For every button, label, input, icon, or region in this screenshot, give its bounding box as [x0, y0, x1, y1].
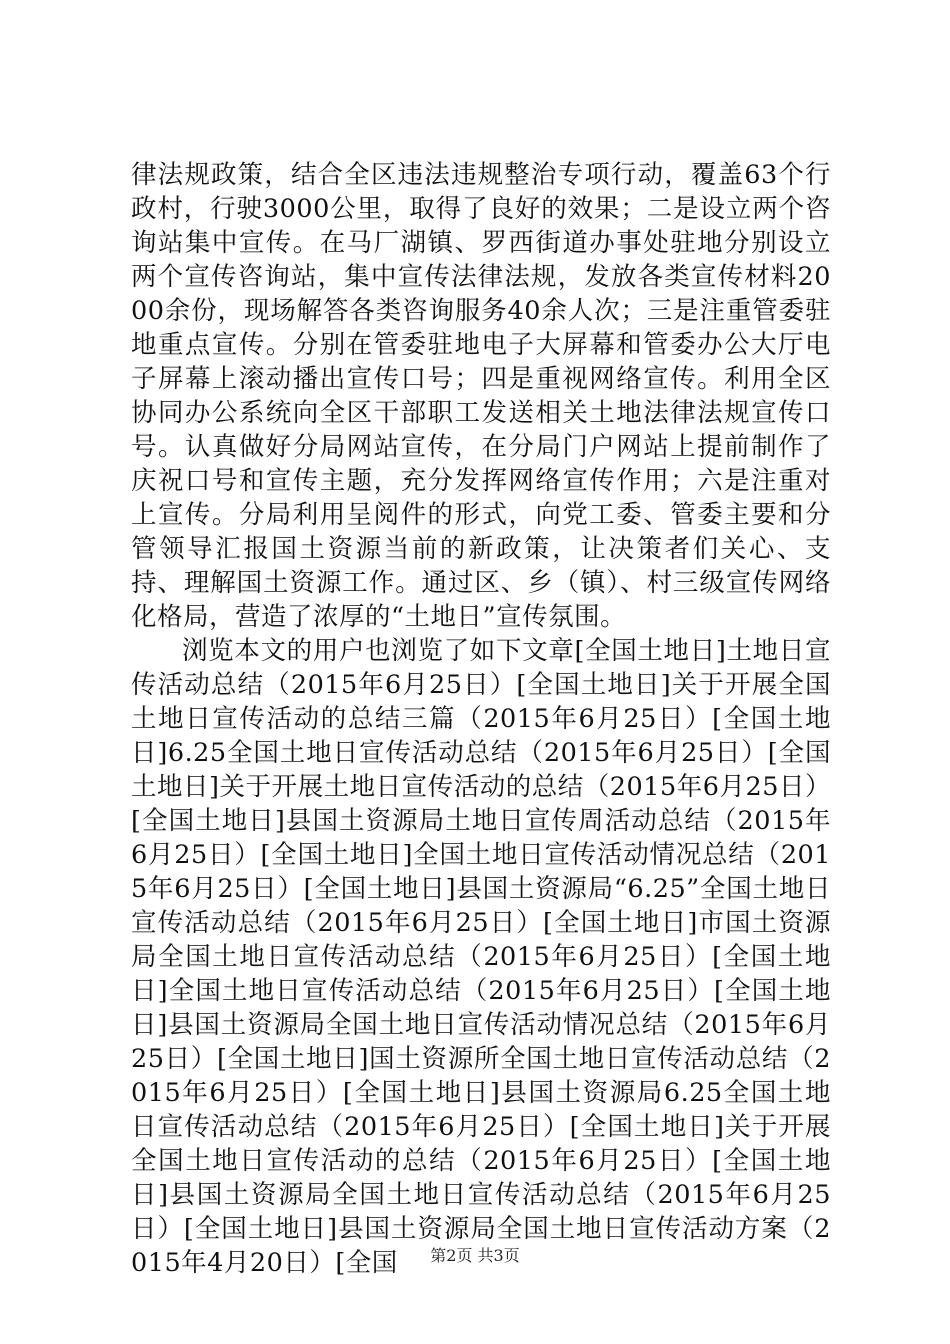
document-body [131, 158, 831, 1280]
related-articles-paragraph: 浏览本文的用户也浏览了如下文章[全国土地日]土地日宣传活动总结（2015年6月25日）[全国土地日]关于开展全国土地日宣传活动的总结三篇（2015年6月25日）[全国土地日]6.25全国土地日宣传活动总结（2015年6月25日）[全国土地日]关于开展土地日宣传活动的总结（2015年6月25日）[全国土地日]县国土资源局土地日宣传周活动总结（2015年6月25日）[全国土地日]全国土地日宣传活动情况总结（2015年6月25日）[全国土地日]县国土资源局“6.25”全国土地日宣传活动总结（2015年6月25日）[全国土地日]市国土资源局全国土地日宣传活动总结（2015年6月25日）[全国土地日]全国土地日宣传活动总结（2015年6月25日）[全国土地日]县国土资源局全国土地日宣传活动情况总结（2015年6月25日）[全国土地日]国土资源所全国土地日宣传活动总结（2015年6月25日）[全国土地日]县国土资源局6.25全国土地日宣传活动总结（2015年6月25日）[全国土地日]关于开展全国土地日宣传活动的总结（2015年6月25日）[全国土地日]县国土资源局全国土地日宣传活动总结（2015年6月25日）[全国土地日]县国土资源局全国土地日宣传活动方案（2015年4月20日）[全国 [131, 636, 831, 1278]
page-number-footer: 第2页 共3页 [430, 1246, 520, 1265]
body-paragraph-continuation: 律法规政策，结合全区违法违规整治专项行动，覆盖63个行政村，行驶3000公里，取得了良好的效果；二是设立两个咨询站集中宣传。在马厂湖镇、罗西街道办事处驻地分别设立两个宣传咨询站，集中宣传法律法规，发放各类宣传材料2000余份，现场解答各类咨询服务40余人次；三是注重管委驻地重点宣传。分别在管委驻地电子大屏幕和管委办公大厅电子屏幕上滚动播出宣传口号；四是重视网络宣传。利用全区协同办公系统向全区干部职工发送相关土地法律法规宣传口号。认真做好分局网站宣传，在分局门户网站上提前制作了庆祝口号和宣传主题，充分发挥网络宣传作用；六是注重对上宣传。分局利用呈阅件的形式，向党工委、管委主要和分管领导汇报国土资源当前的新政策，让决策者们关心、支持、理解国土资源工作。通过区、乡（镇）、村三级宣传网络化格局，营造了浓厚的“土地日”宣传氛围。 [131, 160, 831, 632]
